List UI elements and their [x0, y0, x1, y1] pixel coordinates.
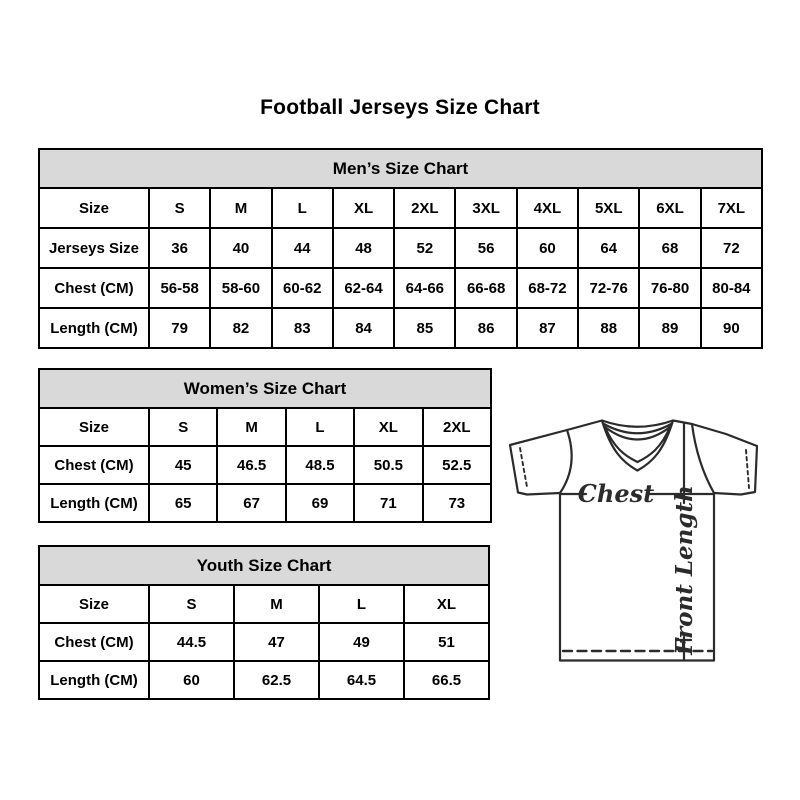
right-armhole-seam	[692, 424, 714, 493]
table-cell: XL	[333, 188, 394, 228]
table-cell: S	[149, 188, 210, 228]
table-cell: 60	[149, 661, 234, 699]
table-cell: 46.5	[217, 446, 285, 484]
table-cell: 3XL	[455, 188, 516, 228]
table-cell: 89	[639, 308, 700, 348]
table-cell: 44.5	[149, 623, 234, 661]
table-cell: 36	[149, 228, 210, 268]
table-cell: 58-60	[210, 268, 271, 308]
table-cell: 66-68	[455, 268, 516, 308]
jersey-measurement-diagram	[505, 403, 767, 665]
table-cell: 64-66	[394, 268, 455, 308]
table-cell: 69	[286, 484, 354, 522]
table-row	[39, 623, 489, 661]
table-cell: 52	[394, 228, 455, 268]
table-cell: 71	[354, 484, 422, 522]
table-cell: M	[210, 188, 271, 228]
row-label: Length (CM)	[39, 661, 149, 699]
table-row	[39, 228, 762, 268]
jersey-diagram-icon	[505, 403, 767, 665]
table-row	[39, 661, 489, 699]
table-cell: 62-64	[333, 268, 394, 308]
table-cell: 2XL	[423, 408, 491, 446]
table-cell: XL	[354, 408, 422, 446]
table-cell: 50.5	[354, 446, 422, 484]
table-cell: 5XL	[578, 188, 639, 228]
table-cell: 80-84	[701, 268, 762, 308]
table-title-women: Women’s Size Chart	[39, 369, 491, 408]
table-cell: 47	[234, 623, 319, 661]
right-cuff-stitch	[746, 450, 749, 488]
table-cell: 51	[404, 623, 489, 661]
table-cell: 85	[394, 308, 455, 348]
womens-size-table	[38, 368, 492, 523]
table-row	[39, 484, 491, 522]
table-cell: 56	[455, 228, 516, 268]
table-row	[39, 585, 489, 623]
table-cell: 79	[149, 308, 210, 348]
table-cell: 82	[210, 308, 271, 348]
table-cell: 6XL	[639, 188, 700, 228]
table-cell: 86	[455, 308, 516, 348]
table-cell: 40	[210, 228, 271, 268]
table-cell: 64.5	[319, 661, 404, 699]
table-cell: 90	[701, 308, 762, 348]
table-cell: S	[149, 585, 234, 623]
mens-size-table	[38, 148, 763, 349]
table-row	[39, 268, 762, 308]
table-cell: M	[217, 408, 285, 446]
table-cell: 72	[701, 228, 762, 268]
row-label: Size	[39, 408, 149, 446]
table-row	[39, 188, 762, 228]
table-cell: 83	[272, 308, 333, 348]
table-cell: 52.5	[423, 446, 491, 484]
row-label: Length (CM)	[39, 308, 149, 348]
table-cell: 4XL	[517, 188, 578, 228]
table-cell: 64	[578, 228, 639, 268]
table-cell: 48	[333, 228, 394, 268]
table-row	[39, 446, 491, 484]
table-cell: 62.5	[234, 661, 319, 699]
row-label: Chest (CM)	[39, 268, 149, 308]
table-cell: 88	[578, 308, 639, 348]
table-cell: 44	[272, 228, 333, 268]
table-cell: 65	[149, 484, 217, 522]
row-label: Chest (CM)	[39, 446, 149, 484]
left-cuff-stitch	[520, 448, 527, 487]
page-title: Football Jerseys Size Chart	[260, 96, 540, 119]
row-label: Size	[39, 585, 149, 623]
table-cell: 72-76	[578, 268, 639, 308]
table-cell: 67	[217, 484, 285, 522]
table-cell: 68	[639, 228, 700, 268]
table-title-row	[39, 369, 491, 408]
table-cell: 73	[423, 484, 491, 522]
table-title-youth: Youth Size Chart	[39, 546, 489, 585]
table-row	[39, 408, 491, 446]
table-cell: 49	[319, 623, 404, 661]
table-cell: L	[272, 188, 333, 228]
table-cell: 68-72	[517, 268, 578, 308]
table-cell: 66.5	[404, 661, 489, 699]
table-cell: 60-62	[272, 268, 333, 308]
row-label: Chest (CM)	[39, 623, 149, 661]
front-length-label: Front Length	[671, 485, 698, 655]
table-title-men: Men’s Size Chart	[39, 149, 762, 188]
table-row	[39, 308, 762, 348]
table-cell: 56-58	[149, 268, 210, 308]
table-title-row	[39, 546, 489, 585]
row-label: Length (CM)	[39, 484, 149, 522]
jersey-outline	[510, 421, 757, 661]
table-cell: S	[149, 408, 217, 446]
table-cell: L	[319, 585, 404, 623]
table-cell: 7XL	[701, 188, 762, 228]
table-cell: XL	[404, 585, 489, 623]
left-armhole-seam	[560, 430, 572, 493]
table-title-row	[39, 149, 762, 188]
table-cell: 60	[517, 228, 578, 268]
row-label: Jerseys Size	[39, 228, 149, 268]
row-label: Size	[39, 188, 149, 228]
table-cell: 45	[149, 446, 217, 484]
table-cell: 48.5	[286, 446, 354, 484]
table-cell: 76-80	[639, 268, 700, 308]
youth-size-table	[38, 545, 490, 700]
table-cell: L	[286, 408, 354, 446]
chest-label: Chest	[577, 479, 655, 508]
table-cell: M	[234, 585, 319, 623]
table-cell: 87	[517, 308, 578, 348]
table-cell: 2XL	[394, 188, 455, 228]
table-cell: 84	[333, 308, 394, 348]
